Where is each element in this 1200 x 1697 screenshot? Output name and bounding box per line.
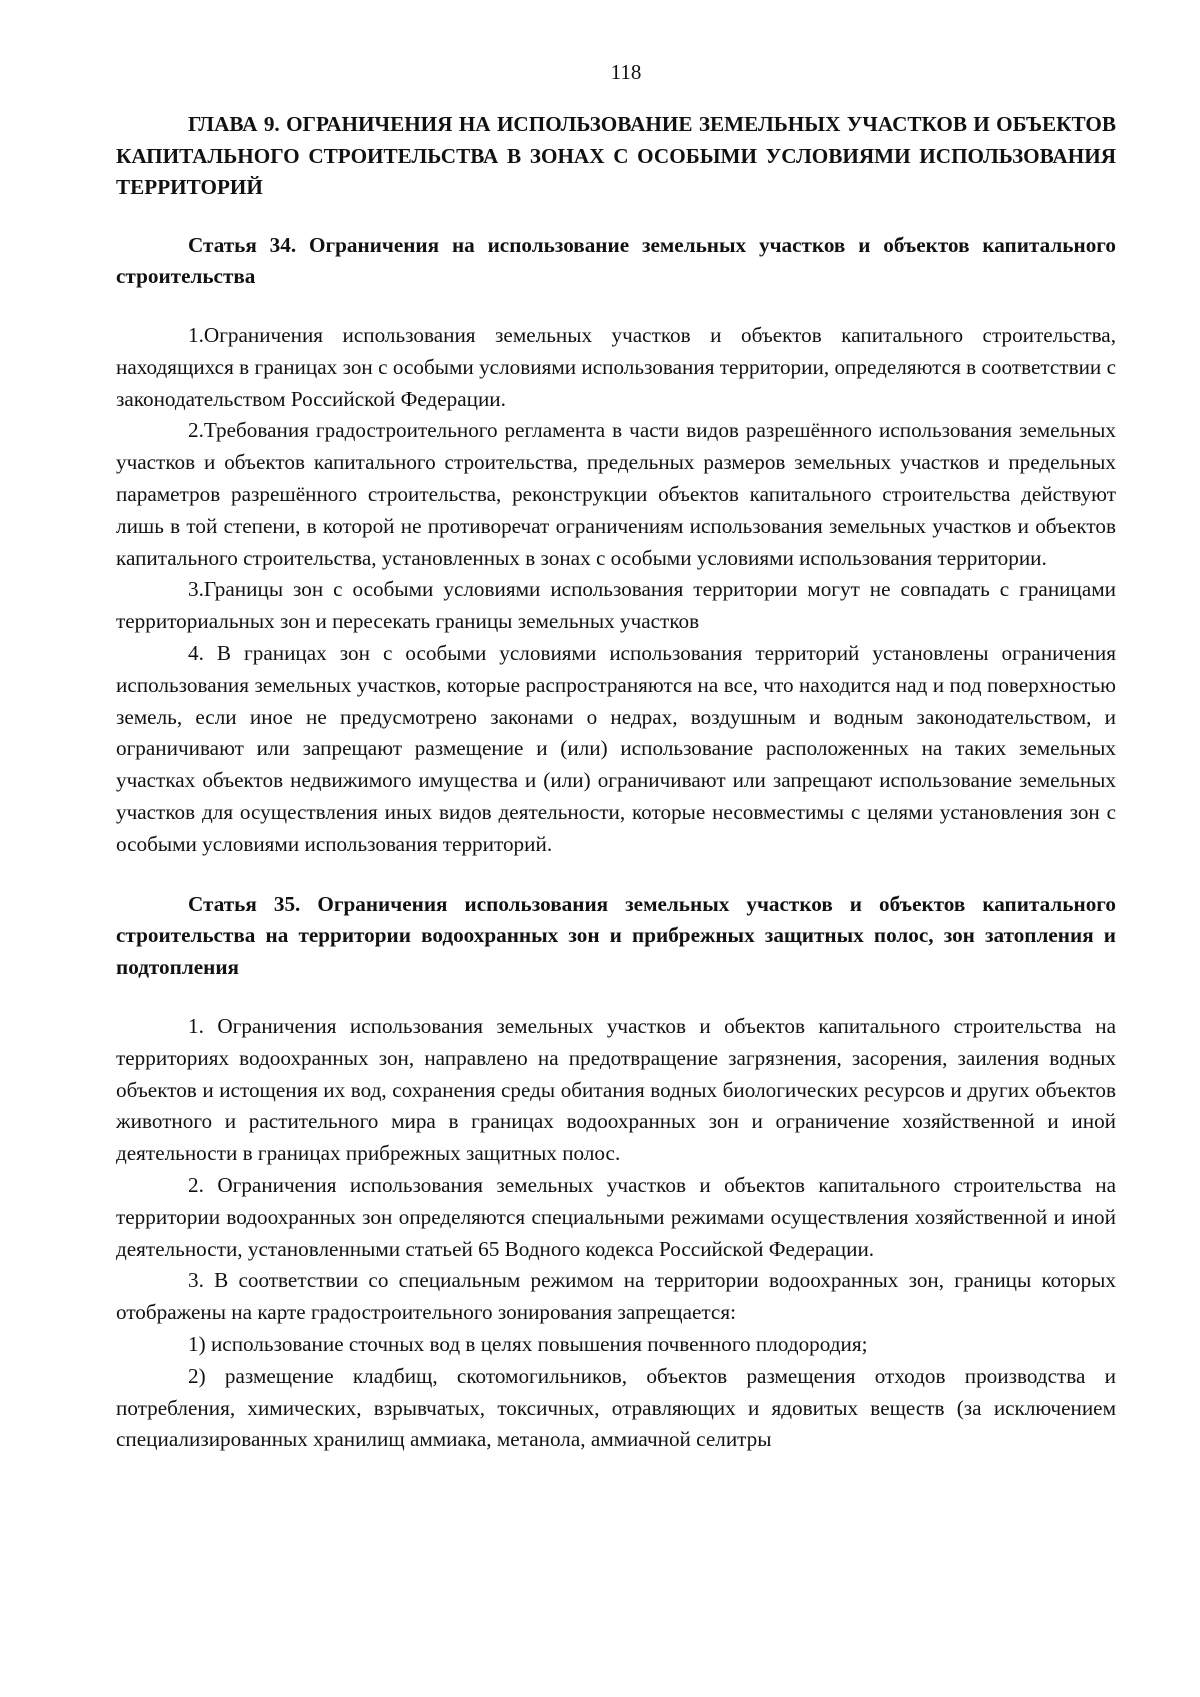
article-35-list-item-1: 1) использование сточных вод в целях повышения почвенного плодородия; (188, 1332, 868, 1356)
article-34-paragraph-4: 4. В границах зон с особыми условиями использования территорий установлены ограничения использования земельных участков, которые распространяются на все, что находится над и под поверхностью земель, если иное не предусмотрено законами о недрах, воздушным и водным законодательством, и ограничивают или запрещают размещение и (или) использование расположенных на таких земельных участках объектов недвижимого имущества и (или) ограничивают или запрещают использование земельных участков для осуществления иных видов деятельности, которые несовместимы с целями установления зон с особыми условиями использования территорий. (116, 641, 1116, 856)
article-35-paragraph-1: 1. Ограничения использования земельных участков и объектов капитального строительства на территориях водоохранных зон, направлено на предотвращение загрязнения, засорения, заиления водных объектов и истощения их вод, сохранения среды обитания водных биологических ресурсов и других объектов животного и растительного мира в границах водоохранных зон и ограничение хозяйственной и иной деятельности в границах прибрежных защитных полос. (116, 1014, 1116, 1166)
article-35-title: Статья 35. Ограничения использования земельных участков и объектов капитального строительства на территории водоохранных зон и прибрежных защитных полос, зон затопления и подтопления (116, 891, 1116, 980)
article-35-list-item-2: 2) размещение кладбищ, скотомогильников, объектов размещения отходов производства и потребления, химических, взрывчатых, токсичных, отравляющих и ядовитых веществ (за исключением специализированных хранилищ аммиака, метанола, аммиачной селитры (116, 1363, 1116, 1452)
chapter-title: ГЛАВА 9. ОГРАНИЧЕНИЯ НА ИСПОЛЬЗОВАНИЕ ЗЕМЕЛЬНЫХ УЧАСТКОВ И ОБЪЕКТОВ КАПИТАЛЬНОГО СТРОИТЕЛЬСТВА В ЗОНАХ С ОСОБЫМИ УСЛОВИЯМИ ИСПОЛЬЗОВАНИЯ ТЕРРИТОРИЙ (116, 112, 1116, 199)
page-number: 118 (610, 60, 642, 84)
article-35-paragraph-2: 2. Ограничения использования земельных участков и объектов капитального строительства на территории водоохранных зон определяются специальными режимами осуществления хозяйственной и иной деятельности, установленными статьей 65 Водного кодекса Российской Федерации. (116, 1173, 1116, 1261)
article-35-paragraph-3: 3. В соответствии со специальным режимом на территории водоохранных зон, границы которых отображены на карте градостроительного зонирования запрещается: (116, 1268, 1116, 1325)
article-34-paragraph-1: 1.Ограничения использования земельных участков и объектов капитального строительства, находящихся в границах зон с особыми условиями использования территории, определяются в соответствии с законодательством Российской Федерации. (116, 323, 1116, 411)
article-34-paragraph-3: 3.Границы зон с особыми условиями использования территории могут не совпадать с границами территориальных зон и пересекать границы земельных участков (116, 577, 1116, 634)
article-34-paragraph-2: 2.Требования градостроительного регламента в части видов разрешённого использования земельных участков и объектов капитального строительства, предельных размеров земельных участков и предельных параметров разрешённого строительства, реконструкции объектов капитального строительства действуют лишь в той степени, в которой не противоречат ограничениям использования земельных участков и объектов капитального строительства, установленных в зонах с особыми условиями использования территории. (116, 418, 1116, 570)
article-34-title: Статья 34. Ограничения на использование земельных участков и объектов капитального строительства (116, 232, 1116, 289)
